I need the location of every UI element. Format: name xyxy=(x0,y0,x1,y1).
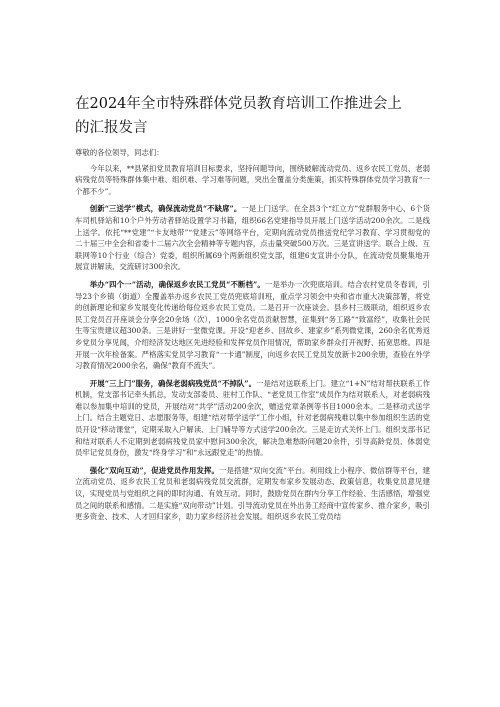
section-text-2: 一是举办一次兜底培训。结合农村党员冬春训，引导23个乡镇（街道）全覆盖举办返乡农民工党员兜底培训班，重点学习领会中央和省市重大决策部署，将党的创新理论和家乡发展变化传递给每位返乡农民工党员。二是召开一次座谈会。县乡村三级联动，组织返乡农民工党员召开座谈会分享会20余场（次），1000余名党员贡献智慧，征集到“务工路”“致富经”，收集社会民生等宝贵建议超300条。三是讲好一堂微党课。开设“迎老乡、回故乡、建家乡”系列微党课，260余名优秀返乡党员分享见闻，介绍经济发达地区先进经验和发挥党员作用情况，帮助家乡群众打开视野、拓宽思维。四是开展一次年检备案。严格落实党员学习教育“一卡通”制度，向返乡农民工党员发放新卡200余册，查验在外学习教育情况2000余名，确保“教育不流失”。 xyxy=(75,279,430,371)
section-paragraph-1 xyxy=(75,203,430,273)
section-paragraph-4 xyxy=(75,465,430,523)
section-text-3: 一是结对送联系上门。建立“1+N”结对帮扶联系工作机制，党支部书记牵头抓总，发动支部委员、驻村工作队、“老党员工作室”成员作为结对联系人，对老弱病残难以参加集中培训的党员，开展结对“共学”活动200余次，赠送党章条例等书目1000余本。二是移动式送学上门。结合主题党日、志愿服务等，组建“结对帮学送学”工作小组，针对老弱病残难以集中参加组织生活的党员开设“移动课堂”，定期采取入户解读、上门辅导等方式送学200余次。三是走访式关怀上门。组织支部书记和结对联系人不定期到老弱病残党员家中慰问300余次，解决急难愁盼问题20余件，引导高龄党员、体弱党员牢记党员身份，激发“终身学习”和“永远跟党走”的热情。 xyxy=(75,378,430,458)
document-title xyxy=(75,92,435,140)
section-paragraph-2 xyxy=(75,279,430,372)
section-text-1: 一是上门送学。在全县3个“红立方”党群服务中心、6个货车司机驿站和10个户外劳动者驿站设置学习书籍，组织66名党建指导员开展上门送学活动200余次。二是线上送学。依托“**党建”“卡友地带”“党建云”等网络平台，定期向流动党员推送党纪学习教育、学习贯彻党的二十届三中全会和省委十二届六次全会精神等专题内容，点击量突破500万次。三是宣讲送学。联合上级、互联网等10个行业（综合）党委，组织所属69个两新组织党支部，组建6支宣讲小分队，在流动党员聚集地开展宣讲解读、交流研讨300余次。 xyxy=(75,204,430,272)
intro-paragraph: 今年以来，**县紧扣党员教育培训目标要求，坚持问题导向，围绕破解流动党员、返乡农民工党员、老弱病残党员等特殊群体集中难、组织难、学习难等问题，突出全覆盖分类施策，抓实特殊群体党员学习教育“一个都不少”。 xyxy=(75,163,430,196)
section-heading-1: 创新“三送学”模式，确保流动党员“不缺席”。 xyxy=(89,204,242,214)
title-line-1: 在2024年全市特殊群体党员教育培训工作推进会上 xyxy=(75,96,402,112)
document-body xyxy=(75,147,430,529)
section-heading-4: 强化“双向互动”，促进党员作用发挥。 xyxy=(89,465,220,475)
greeting: 尊敬的各位领导，同志们： xyxy=(75,148,164,157)
section-paragraph-3 xyxy=(75,378,430,459)
section-text-4: 一是搭建“双向交流”平台。利用线上小程序、微信群等平台，建立流动党员、返乡农民工党员和老弱病残党员交流群，定期发布家乡发展动态、政策信息，收集党员意见建议，实现党员与党组织之间的即时沟通、有效互动。同时，鼓励党员在群内分享工作经验、生活感悟，增强党员之间的联系和感情。二是实施“双向带动”计划。引导流动党员在外出务工经商中宣传家乡、推介家乡，吸引更多资金、技术、人才回归家乡，助力家乡经济社会发展。组织返乡农民工党员结 xyxy=(75,465,430,522)
section-heading-3: 开展“三上门”服务，确保老弱病残党员“不掉队”。 xyxy=(89,378,257,388)
title-line-2: 的汇报发言 xyxy=(75,120,148,136)
section-heading-2: 举办“四个一”活动，确保返乡农民工党员“不断档”。 xyxy=(89,279,265,289)
